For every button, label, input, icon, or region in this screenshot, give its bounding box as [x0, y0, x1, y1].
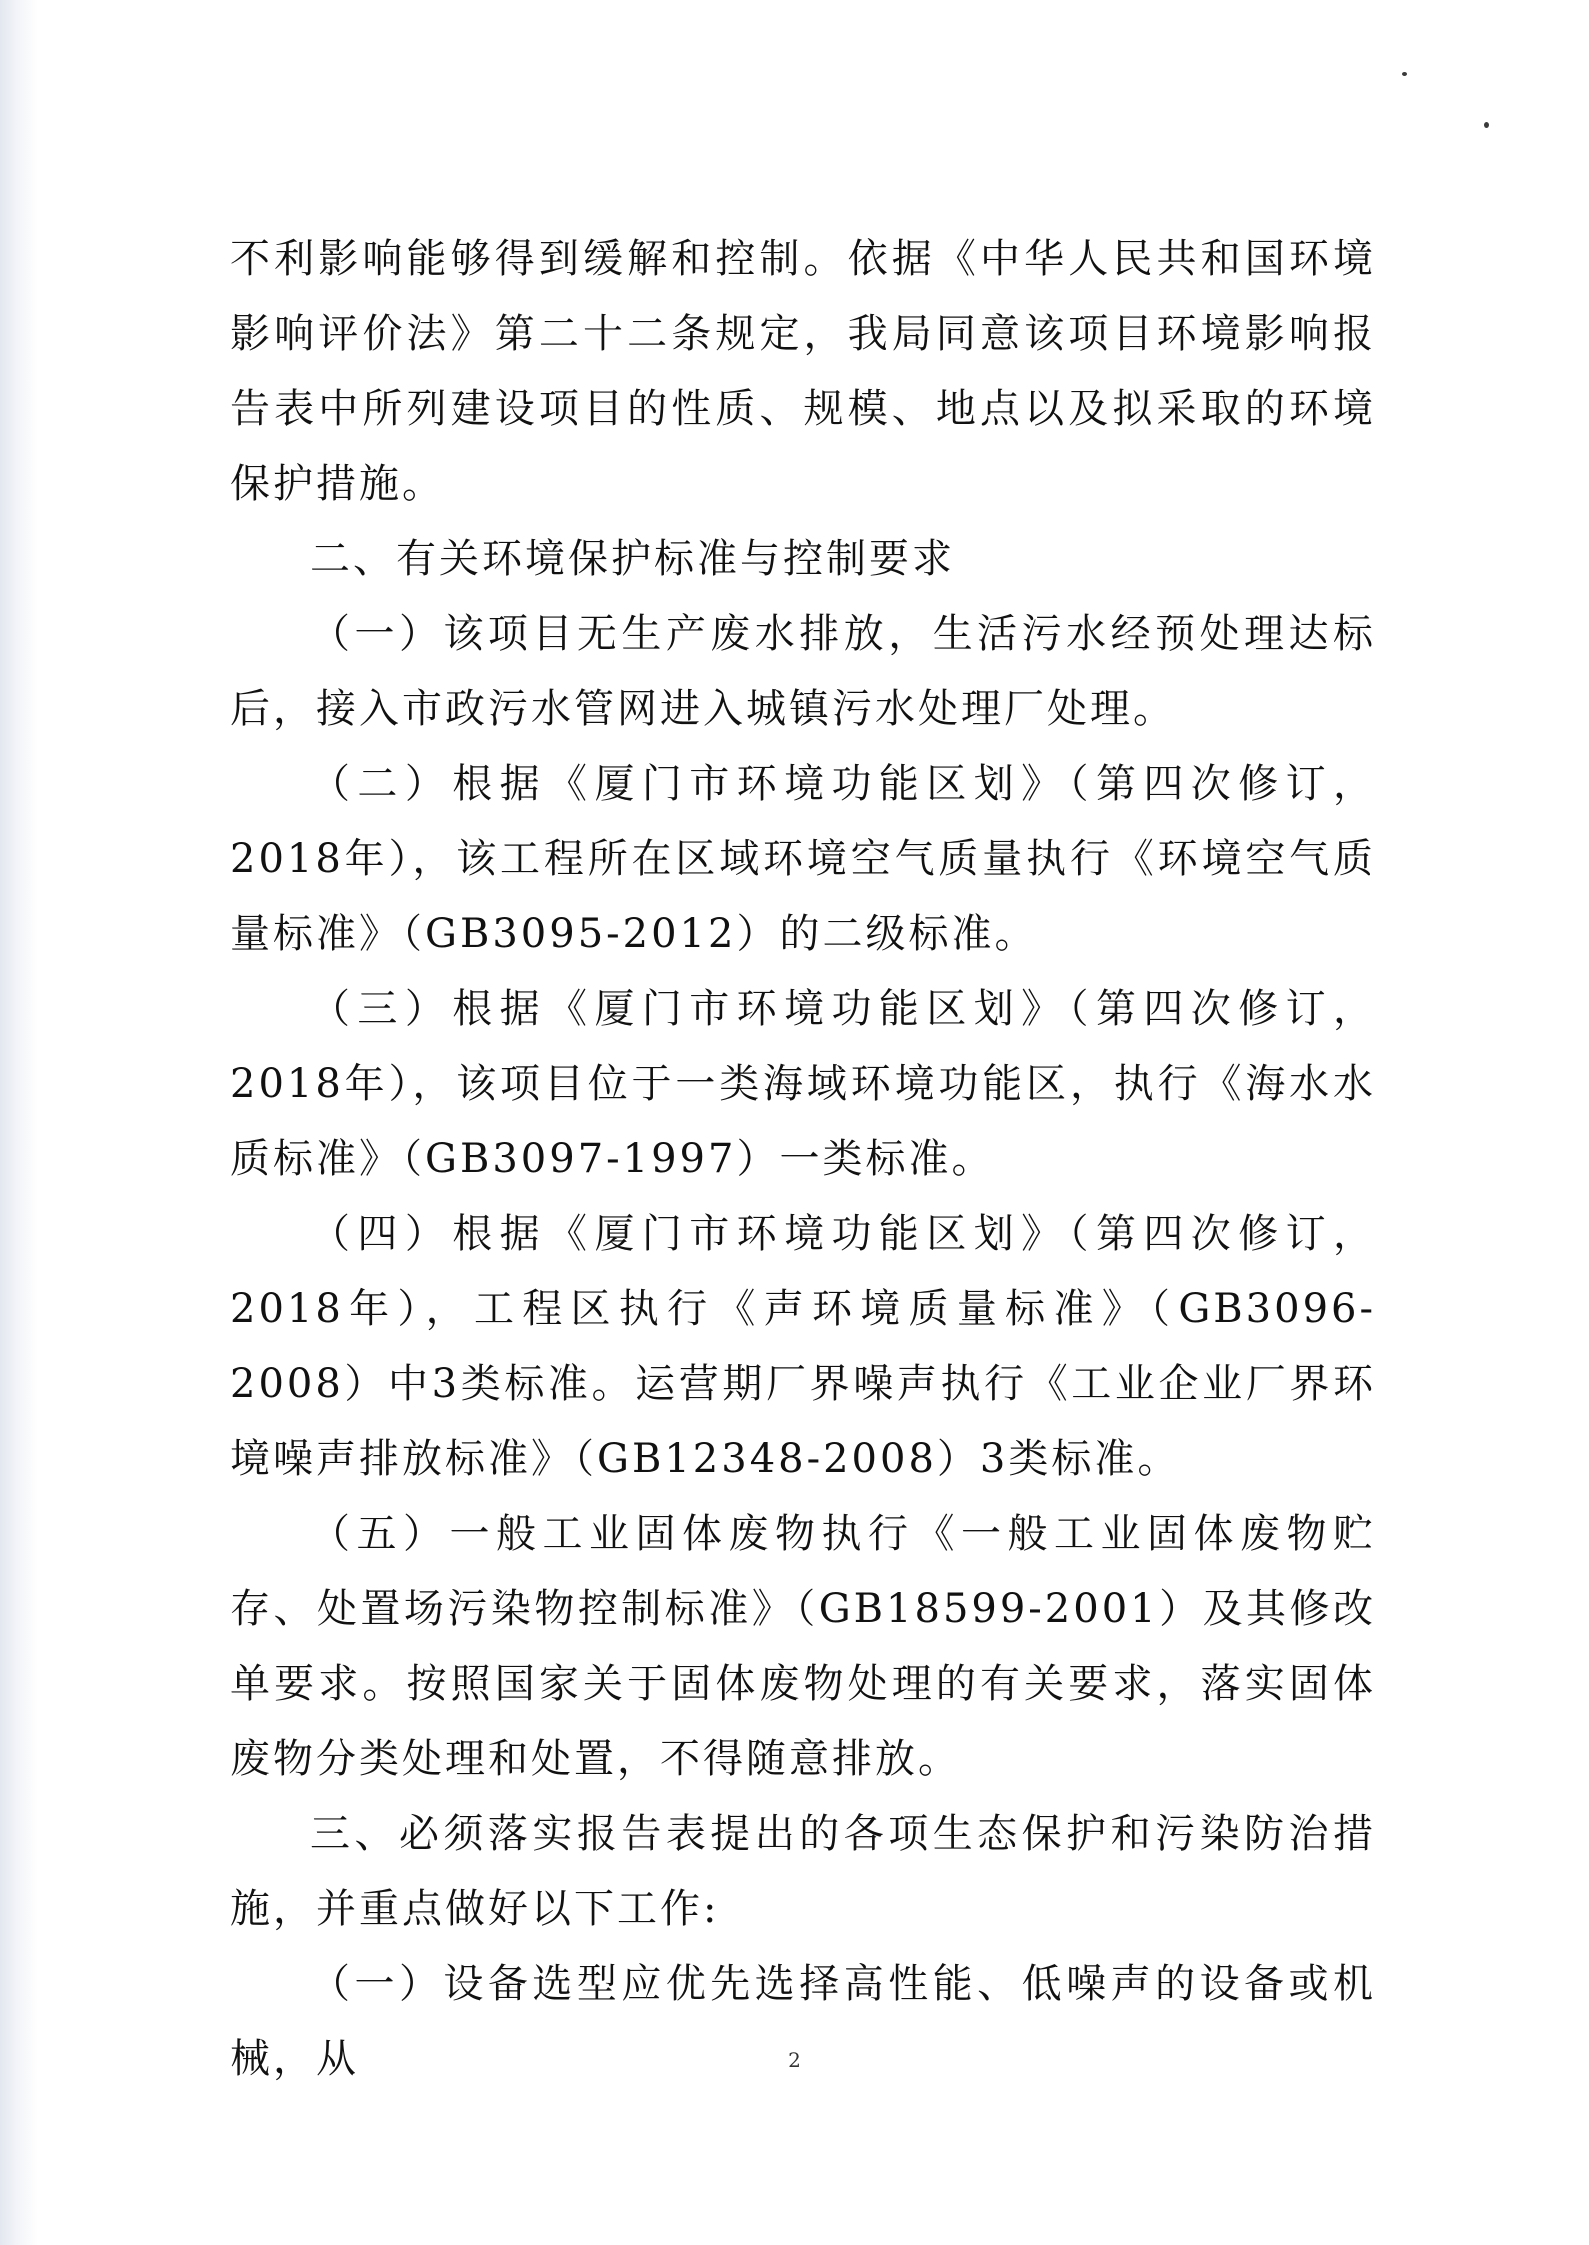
scan-speck	[1484, 122, 1489, 128]
page-number: 2	[788, 2048, 801, 2072]
document-body	[230, 222, 1376, 2097]
paragraph-equipment: （一）设备选型应优先选择高性能、低噪声的设备或机械，从	[230, 1961, 1376, 2082]
paragraph-air-quality: （二）根据《厦门市环境功能区划》（第四次修订，2018年），该工程所在区域环境空气质量执行《环境空气质量标准》（GB3095-2012）的二级标准。	[230, 761, 1376, 957]
paragraph-seawater: （三）根据《厦门市环境功能区划》（第四次修订，2018年），该项目位于一类海域环境功能区，执行《海水水质标准》（GB3097-1997）一类标准。	[230, 986, 1376, 1182]
paragraph-solid-waste: （五）一般工业固体废物执行《一般工业固体废物贮存、处置场污染物控制标准》（GB18599-2001）及其修改单要求。按照国家关于固体废物处理的有关要求，落实固体废物分类处理和处置，不得随意排放。	[230, 1511, 1376, 1782]
scan-speck	[1402, 72, 1407, 76]
paragraph-wastewater: （一）该项目无生产废水排放，生活污水经预处理达标后，接入市政污水管网进入城镇污水处理厂处理。	[230, 611, 1376, 732]
section-heading-measures: 三、必须落实报告表提出的各项生态保护和污染防治措施，并重点做好以下工作:	[230, 1811, 1376, 1932]
scan-shadow-edge	[0, 0, 38, 2245]
section-heading-standards: 二、有关环境保护标准与控制要求	[310, 536, 955, 582]
paragraph-continuation: 不利影响能够得到缓解和控制。依据《中华人民共和国环境影响评价法》第二十二条规定，我局同意该项目环境影响报告表中所列建设项目的性质、规模、地点以及拟采取的环境保护措施。	[230, 236, 1376, 507]
paragraph-noise: （四）根据《厦门市环境功能区划》（第四次修订，2018年），工程区执行《声环境质量标准》（GB3096-2008）中3类标准。运营期厂界噪声执行《工业企业厂界环境噪声排放标准》（GB12348-2008）3类标准。	[230, 1211, 1376, 1482]
